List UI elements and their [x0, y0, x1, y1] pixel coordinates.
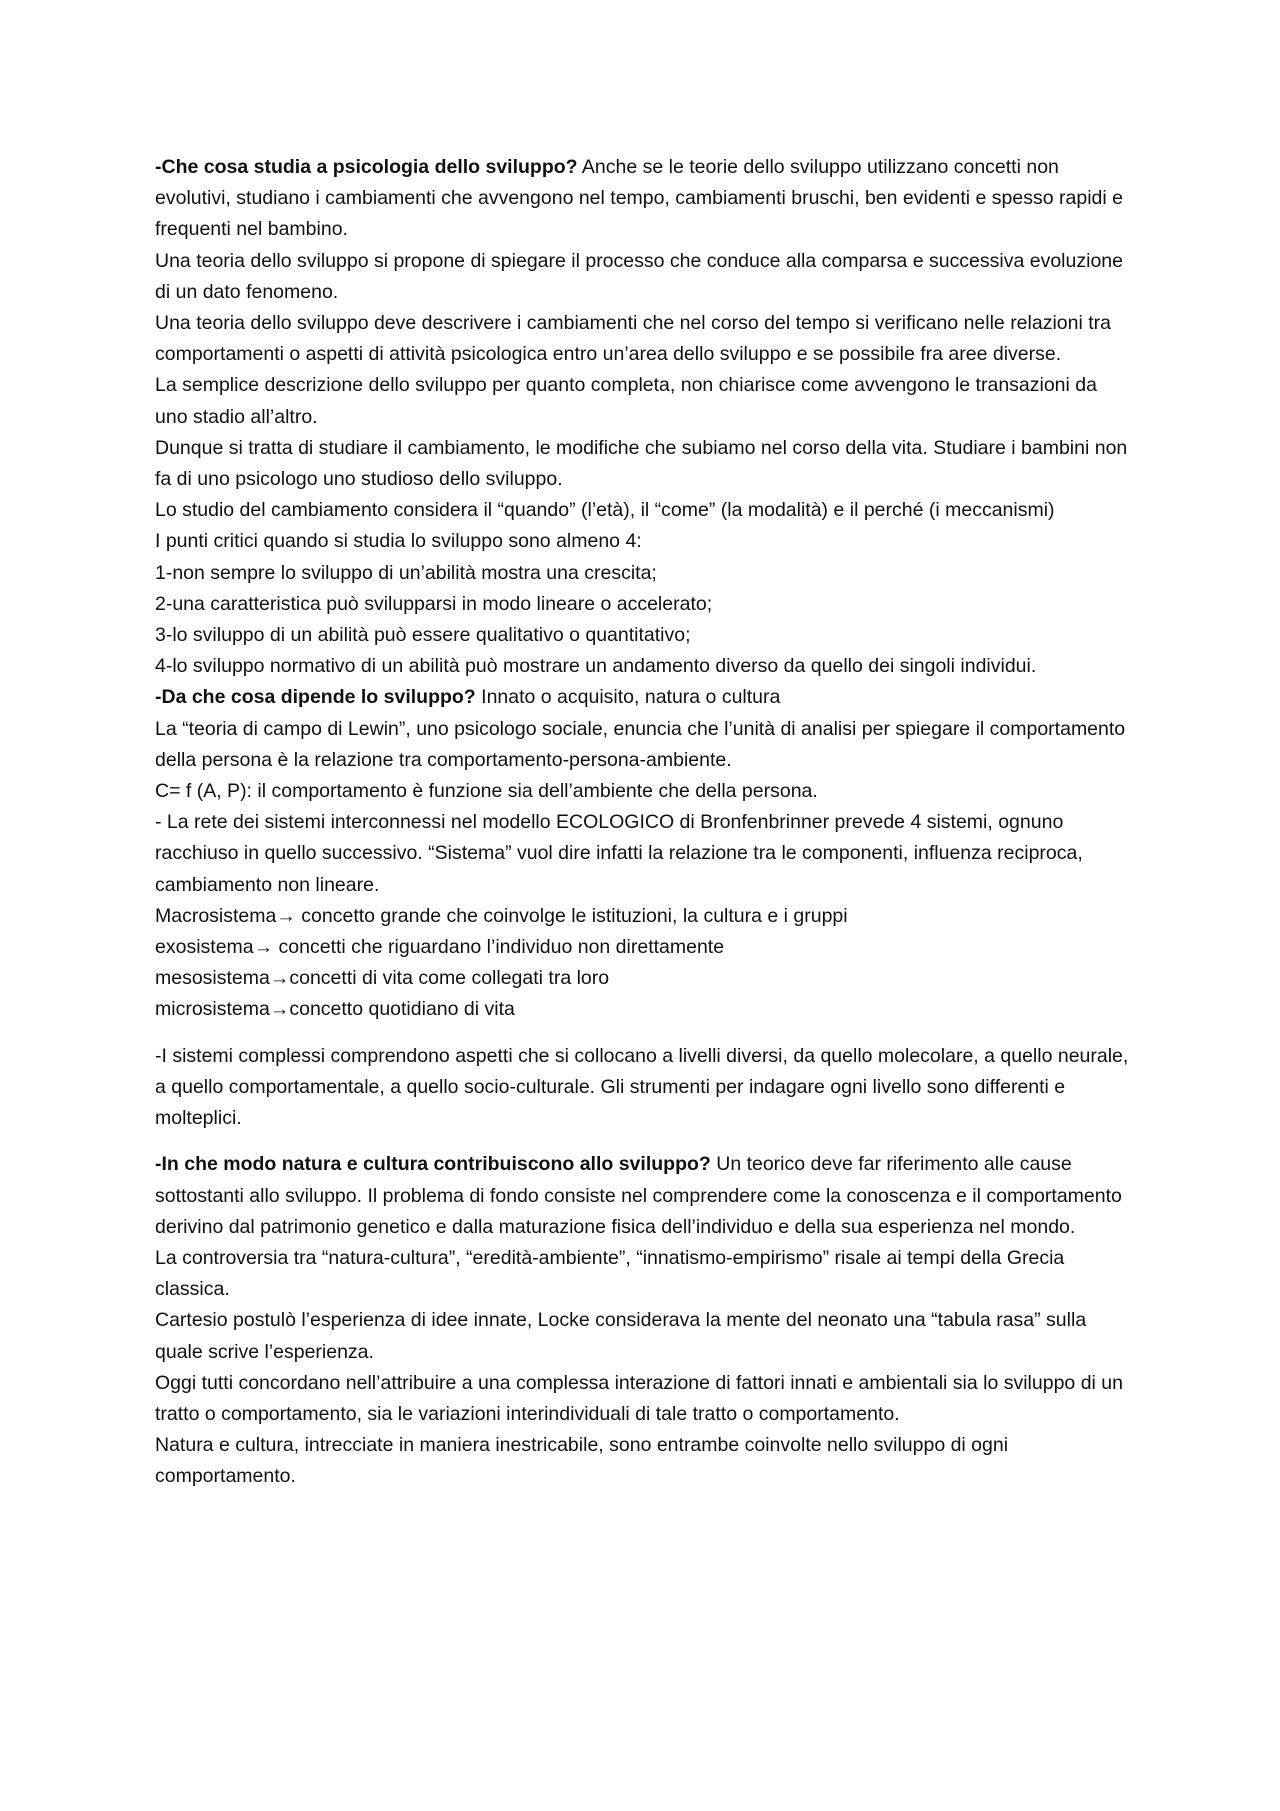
paragraph: Dunque si tratta di studiare il cambiamento, le modifiche che subiamo nel corso della vita. Studiare i bambini non fa di uno psicologo uno studioso dello sviluppo.: [155, 436, 1128, 491]
paragraph-nature-culture-question: [155, 1149, 1130, 1243]
system-item: exosistema→ concetti che riguardano l’individuo non direttamente: [155, 936, 725, 959]
system-item: mesosistema→concetti di vita come collegati tra loro: [155, 967, 610, 990]
paragraph: La controversia tra “natura-cultura”, “eredità-ambiente”, “innatismo-empirismo” risale ai tempi della Grecia classica.: [155, 1246, 1065, 1301]
list-item: 1-non sempre lo sviluppo di un’abilità mostra una crescita;: [155, 561, 657, 584]
document-page: [155, 152, 1130, 1493]
paragraph: Una teoria dello sviluppo deve descrivere i cambiamenti che nel corso del tempo si verificano nelle relazioni tra comportamenti o aspetti di attività psicologica entro un’area dello sviluppo e se possibile fra aree diverse.: [155, 312, 1111, 366]
paragraph-text: Un teorico deve far riferimento alle cause sottostanti allo sviluppo. Il problema di fondo consiste nel comprendere come la conoscenza e il comportamento derivino dal patrimonio genetico e dalla maturazione fisica dell’individuo e della sua esperienza nel mondo.: [155, 1153, 1122, 1238]
paragraph: Una teoria dello sviluppo si propone di spiegare il processo che conduce alla comparsa e successiva evoluzione di un dato fenomeno.: [155, 249, 1123, 303]
system-item: Macrosistema→ concetto grande che coinvolge le istituzioni, la cultura e i gruppi: [155, 904, 848, 927]
paragraph-text: Anche se le teorie dello sviluppo utilizzano concetti non evolutivi, studiano i cambiamenti che avvengono nel tempo, cambiamenti bruschi, ben evidenti e spesso rapidi e frequenti nel bambino.: [155, 156, 1123, 241]
paragraph: La “teoria di campo di Lewin”, uno psicologo sociale, enuncia che l’unità di analisi per spiegare il comportamento della persona è la relazione tra comportamento-persona-ambiente.: [155, 717, 1126, 771]
question-heading: -Da che cosa dipende lo sviluppo?: [155, 686, 476, 709]
paragraph: Cartesio postulò l’esperienza di idee innate, Locke considerava la mente del neonato una “tabula rasa” sulla quale scrive l’esperienza.: [155, 1309, 1087, 1363]
paragraph: Oggi tutti concordano nell’attribuire a una complessa interazione di fattori innati e ambientali sia lo sviluppo di un tratto o comportamento, sia le variazioni interindividuali di tale tratto o comportamento.: [155, 1371, 1123, 1425]
list-item: 2-una caratteristica può svilupparsi in modo lineare o accelerato;: [155, 592, 713, 615]
paragraph: -I sistemi complessi comprendono aspetti che si collocano a livelli diversi, da quello molecolare, a quello neurale, a quello comportamentale, a quello socio-culturale. Gli strumenti per indagare ogni livello sono differenti e molteplici.: [155, 1044, 1129, 1130]
list-item: 3-lo sviluppo di un abilità può essere qualitativo o quantitativo;: [155, 624, 691, 647]
paragraph: - La rete dei sistemi interconnessi nel modello ECOLOGICO di Bronfenbrinner prevede 4 sistemi, ognuno racchiuso in quello successivo. “Sistema” vuol dire infatti la relazione tra le componenti, influenza reciproca, cambiamento non lineare.: [155, 811, 1083, 896]
question-heading: -In che modo natura e cultura contribuiscono allo sviluppo?: [155, 1153, 711, 1176]
list-item: 4-lo sviluppo normativo di un abilità può mostrare un andamento diverso da quello dei singoli individui.: [155, 655, 1037, 678]
paragraph-text: Innato o acquisito, natura o cultura: [475, 686, 781, 709]
question-heading: -Che cosa studia a psicologia dello sviluppo?: [155, 156, 578, 178]
paragraph: Natura e cultura, intrecciate in maniera inestricabile, sono entrambe coinvolte nello sviluppo di ogni comportamento.: [155, 1434, 1009, 1488]
paragraph: I punti critici quando si studia lo sviluppo sono almeno 4:: [155, 530, 642, 553]
paragraph: C= f (A, P): il comportamento è funzione sia dell’ambiente che della persona.: [155, 780, 818, 803]
paragraph-dependence-question: [155, 682, 1130, 713]
system-item: microsistema→concetto quotidiano di vita: [155, 998, 515, 1021]
paragraph: Lo studio del cambiamento considera il “quando” (l’età), il “come” (la modalità) e il perché (i meccanismi): [155, 499, 1055, 522]
paragraph-intro-question: [155, 152, 1130, 246]
paragraph: La semplice descrizione dello sviluppo per quanto completa, non chiarisce come avvengono le transazioni da uno stadio all’altro.: [155, 374, 1097, 428]
